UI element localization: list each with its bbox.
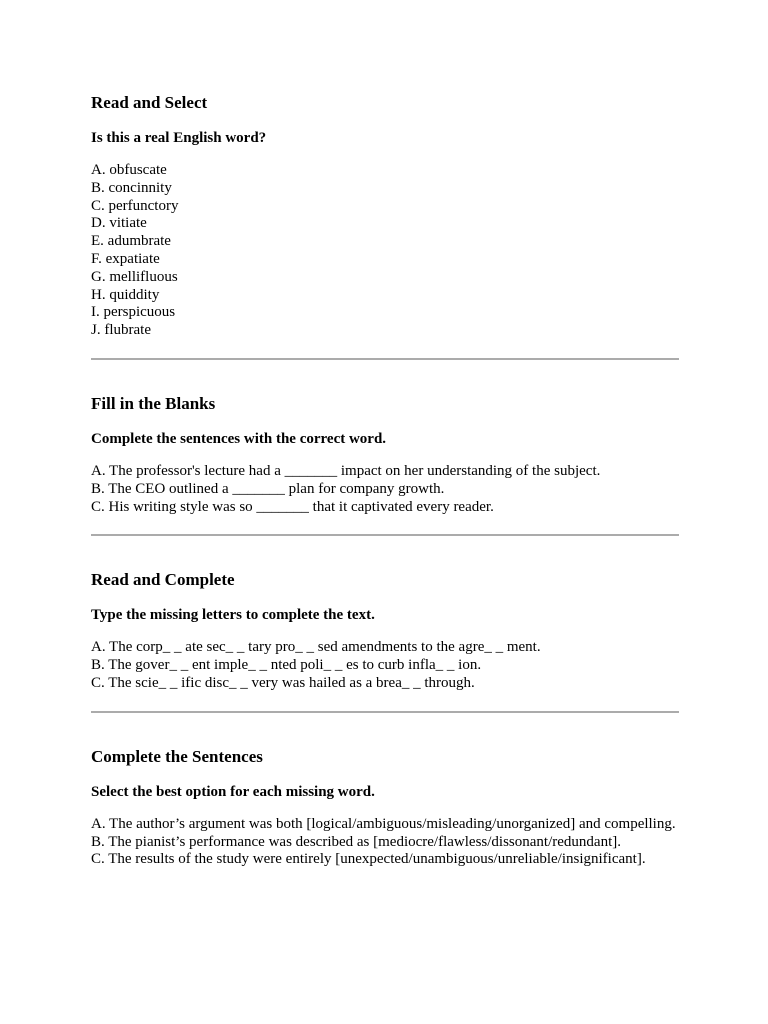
list-item: C. The scie_ _ ific disc_ _ very was hailed as a brea_ _ through.	[91, 674, 475, 691]
section-fill-in-the-blanks	[91, 360, 679, 536]
list-item: B. The gover_ _ ent imple_ _ nted poli_ _ es to curb infla_ _ ion.	[91, 657, 482, 674]
list-item: A. The corp_ _ ate sec_ _ tary pro_ _ sed amendments to the agre_ _ ment.	[91, 639, 541, 656]
section-read-and-complete	[91, 536, 679, 712]
section-instruction: Complete the sentences with the correct word.	[91, 430, 387, 447]
section-title: Read and Select	[91, 93, 208, 112]
section-instruction: Type the missing letters to complete the text.	[91, 607, 375, 624]
item-list	[91, 463, 679, 516]
item-list	[91, 639, 679, 692]
list-item: I. perspicuous	[91, 304, 176, 321]
section-title: Read and Complete	[91, 570, 235, 590]
list-item: H. quiddity	[91, 286, 160, 303]
section-title: Fill in the Blanks	[91, 393, 216, 413]
list-item: C. The results of the study were entirely [unexpected/unambiguous/unreliable/insignificant].	[91, 851, 646, 868]
section-complete-the-sentences	[91, 713, 679, 869]
list-item: C. His writing style was so _______ that it captivated every reader.	[91, 498, 494, 515]
list-item: G. mellifluous	[91, 268, 178, 285]
item-list	[91, 816, 679, 869]
section-title: Complete the Sentences	[91, 746, 263, 766]
list-item: C. perfunctory	[91, 197, 179, 214]
list-item: D. vitiate	[91, 215, 147, 232]
list-item: J. flubrate	[91, 322, 151, 339]
list-item: A. obfuscate	[91, 162, 167, 178]
list-item: E. adumbrate	[91, 233, 171, 250]
list-item: A. The author’s argument was both [logical/ambiguous/misleading/unorganized] and compelling.	[91, 815, 676, 832]
list-item: F. expatiate	[91, 250, 160, 267]
list-item: B. The CEO outlined a _______ plan for company growth.	[91, 480, 445, 497]
list-item: B. The pianist’s performance was described as [mediocre/flawless/dissonant/redundant].	[91, 833, 621, 850]
list-item: A. The professor's lecture had a _______ impact on her understanding of the subject.	[91, 462, 601, 479]
section-instruction: Select the best option for each missing word.	[91, 783, 375, 800]
document-content	[91, 92, 679, 869]
section-read-and-select	[91, 92, 679, 360]
item-list	[91, 162, 679, 340]
list-item: B. concinnity	[91, 179, 172, 196]
section-instruction: Is this a real English word?	[91, 130, 267, 146]
